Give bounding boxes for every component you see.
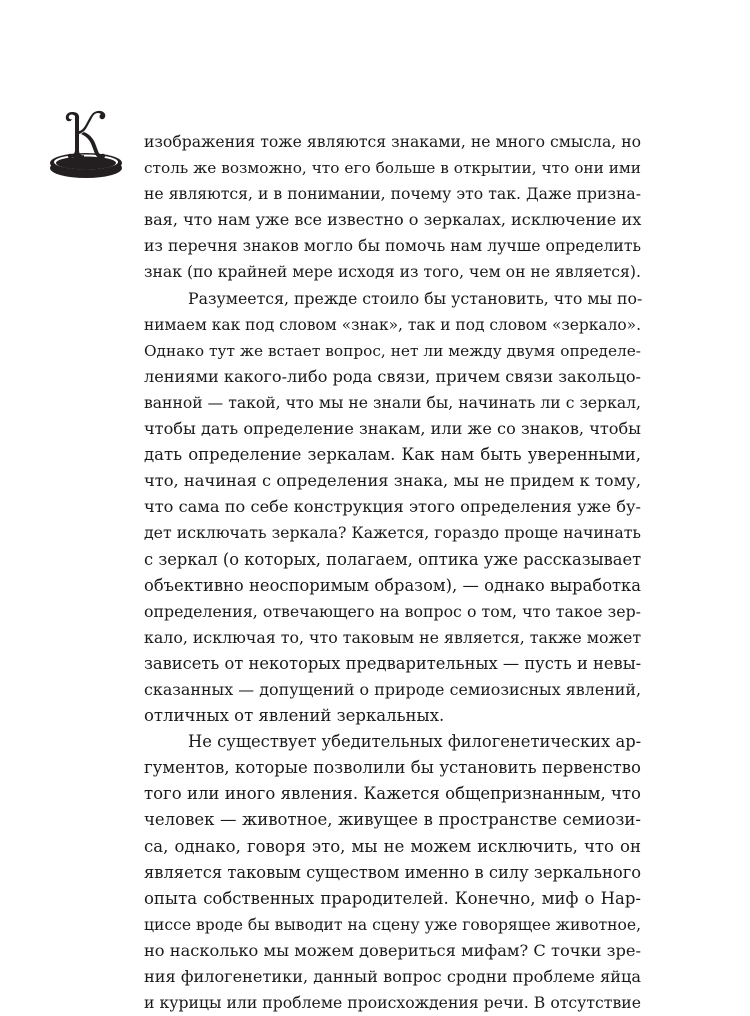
body-text [144, 129, 641, 1016]
text-line: чтобы дать определение знакам, или же со знаков, чтобы [144, 419, 641, 439]
text-line: из перечня знаков могло бы помочь нам лучше определить [144, 236, 641, 256]
text-line: объективно неоспоримым образом), — однако выработка [144, 575, 641, 595]
text-line: Разумеется, прежде стоило бы установить, что мы по- [188, 288, 643, 308]
text-line: гументов, которые позволили бы установить первенство [144, 758, 641, 778]
text-line: дет исключать зеркала? Кажется, гораздо проще начинать [144, 523, 641, 543]
text-line: и курицы или проблеме происхождения речи. В отсутствие [144, 993, 641, 1013]
text-line: что, начиная с определения знака, мы не придем к тому, [144, 471, 641, 491]
text-line: вая, что нам уже все известно о зеркалах, исключение их [144, 210, 642, 230]
text-line: ния филогенетики, данный вопрос сродни проблеме яйца [144, 967, 641, 986]
text-line: нимаем как под словом «знак», так и под словом «зеркало». [144, 315, 641, 334]
text-line: Не существует убедительных филогенетических ар- [188, 732, 642, 752]
text-line: са, однако, говоря это, мы не можем исключить, что он [144, 836, 641, 856]
text-line: с зеркал (о которых, полагаем, оптика уже рассказывает [144, 549, 642, 569]
publisher-logo-icon [48, 110, 124, 184]
text-line: человек — животное, живущее в пространстве семиози- [144, 810, 641, 830]
text-line: что сама по себе конструкция этого определения уже бу- [144, 497, 641, 517]
text-line: циссе вроде бы выводит на сцену уже говорящее животное, [144, 915, 642, 934]
text-line: отличных от явлений зеркальных. [144, 706, 445, 726]
text-line: изображения тоже являются знаками, не много смысла, но [144, 133, 641, 151]
text-line: столь же возможно, что его больше в открытии, что они ими [144, 159, 641, 178]
text-line: зависеть от некоторых предварительных — пусть и невы- [144, 653, 642, 673]
text-line: но насколько мы можем довериться мифам? С точки зре- [144, 940, 641, 960]
text-line: является таковым существом именно в силу зеркального [144, 862, 642, 882]
publisher-logo-icon [48, 110, 124, 184]
text-line: лениями какого-либо рода связи, причем связи закольцо- [144, 366, 641, 386]
text-line: ванной — такой, что мы не знали бы, начинать ли с зеркал, [144, 393, 641, 412]
text-line: Однако тут же встает вопрос, нет ли между двумя определе- [144, 341, 641, 360]
text-line: сказанных — допущений о природе семиозисных явлений, [144, 679, 641, 699]
text-line: не являются, и в понимании, почему это так. Даже призна- [144, 184, 641, 204]
text-line: того или иного явления. Кажется общепризнанным, что [144, 784, 641, 804]
text-line: дать определение зеркалам. Как нам быть уверенными, [144, 445, 641, 465]
text-line: опыта собственных прародителей. Конечно, миф о Нар- [144, 888, 641, 908]
text-line: кало, исключая то, что таковым не является, также может [144, 627, 642, 647]
text-line: определения, отвечающего на вопрос о том, что такое зер- [144, 601, 641, 621]
text-line: знак (по крайней мере исходя из того, чем он не является). [144, 263, 641, 282]
